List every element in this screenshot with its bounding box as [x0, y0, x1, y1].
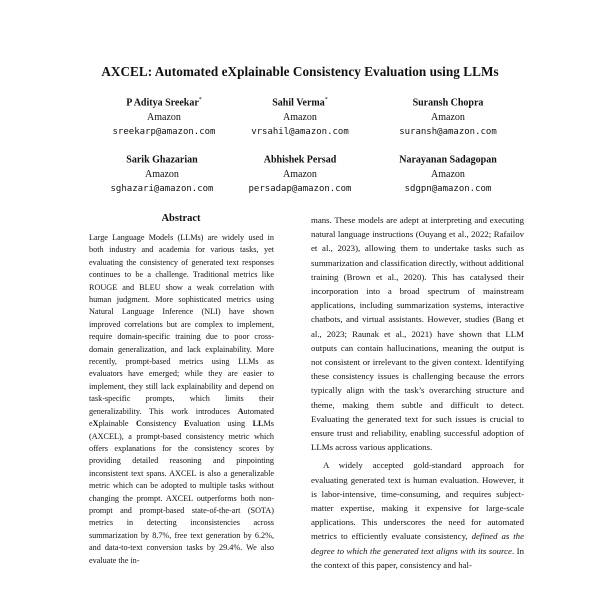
body-paragraph: mans. These models are adept at interpreting and executing natural language instructions (Ouyang et al., 2022; Rafailov et al., 2023), allowing them to undertake tasks such as summarization and classification directly, without additional training (Brown et al., 2020). This has catalysed their incorporation into a broad spectrum of mainstream applications, including summarization systems, interactive chatbots, and virtual assistants. However, studies (Bang et al., 2023; Raunak et al., 2021) have shown that LLM outputs can contain hallucinations, meaning the output is not consistent or irrelevant to the given context. Identifying these consistency issues is challenging because the errors typically align with the task’s overarching structure and theme, making them subtle and difficult to detect. Evaluating the generated text for such issues is crucial to ensure trust and reliability, enabling successful adoption of LLMs across various applications.	[311, 215, 524, 453]
consistency-definition: defined as the degree to which the generated text aligns with its source	[311, 531, 524, 556]
author-name: Suransh Chopra	[412, 97, 484, 109]
author-affiliation: Amazon	[145, 169, 179, 181]
author-email: sdgpn@amazon.com	[404, 184, 492, 195]
author-affiliation: Amazon	[283, 112, 317, 124]
author-block	[363, 93, 533, 140]
author-email: sghazari@amazon.com	[110, 184, 214, 195]
body-paragraph: A widely accepted gold-standard approach for evaluating generated text is human evaluation. However, it is labor-intensive, time-consuming, and requires subject-matter expertise, making it expensive for large-scale applications. This underscores the need for automated metrics to efficiently evaluate consistency, defined as the degree to which the generated text aligns with its source. In the context of this paper, consistency and hal-	[311, 460, 524, 570]
abstract-text: Large Language Models (LLMs) are widely used in both industry and academia for various tasks, yet evaluating the consistency of generated text responses continues to be a challenge. Traditional metrics like ROUGE and BLEU show a weak correlation with human judgment. More sophisticated metrics using Natural Language Inference (NLI) have shown improved correlations but are complex to implement, require domain-specific training due to poor cross-domain generalization, and lack explainability. More recently, prompt-based metrics using LLMs as evaluators have emerged; while they are easier to implement, they still lack explainability and depend on task-specific prompts, which limits their generalizability. This work introduces Automated eXplainable Consistency Evaluation using LLMs (AXCEL), a prompt-based consistency metric which offers explanations for the consistency scores by providing detailed reasoning and pinpointing inconsistent text spans. AXCEL is also a generalizable metric which can be adopted to multiple tasks without changing the prompt. AXCEL outperforms both non-prompt and prompt-based state-of-the-art (SOTA) metrics in detecting inconsistencies across summarization by 8.7%, free text generation by 6.2%, and data-to-text conversion tasks by 29.4%. We also evaluate the in-	[89, 233, 274, 565]
author-affiliation: Amazon	[431, 112, 465, 124]
author-block	[363, 150, 533, 197]
author-affiliation: Amazon	[283, 169, 317, 181]
author-block	[215, 93, 385, 140]
author-email: vrsahil@amazon.com	[251, 127, 349, 138]
equal-contribution-mark: *	[324, 97, 328, 103]
author-block	[215, 150, 385, 197]
equal-contribution-mark: *	[198, 97, 202, 103]
author-affiliation: Amazon	[147, 112, 181, 124]
author-email: sreekarp@amazon.com	[112, 127, 216, 138]
author-name: Sarik Ghazarian	[126, 154, 198, 166]
author-email: persadap@amazon.com	[248, 184, 352, 195]
author-name: Abhishek Persad	[263, 154, 337, 166]
author-affiliation: Amazon	[431, 169, 465, 181]
abstract-heading: Abstract	[161, 213, 201, 224]
paper-title: AXCEL: Automated eXplainable Consistency Evaluation using LLMs	[101, 64, 499, 79]
author-name: P Aditya Sreekar	[126, 97, 199, 109]
body-column	[311, 213, 524, 572]
author-name: Narayanan Sadagopan	[399, 154, 497, 166]
author-name: Sahil Verma	[272, 97, 325, 109]
author-email: suransh@amazon.com	[399, 127, 497, 138]
